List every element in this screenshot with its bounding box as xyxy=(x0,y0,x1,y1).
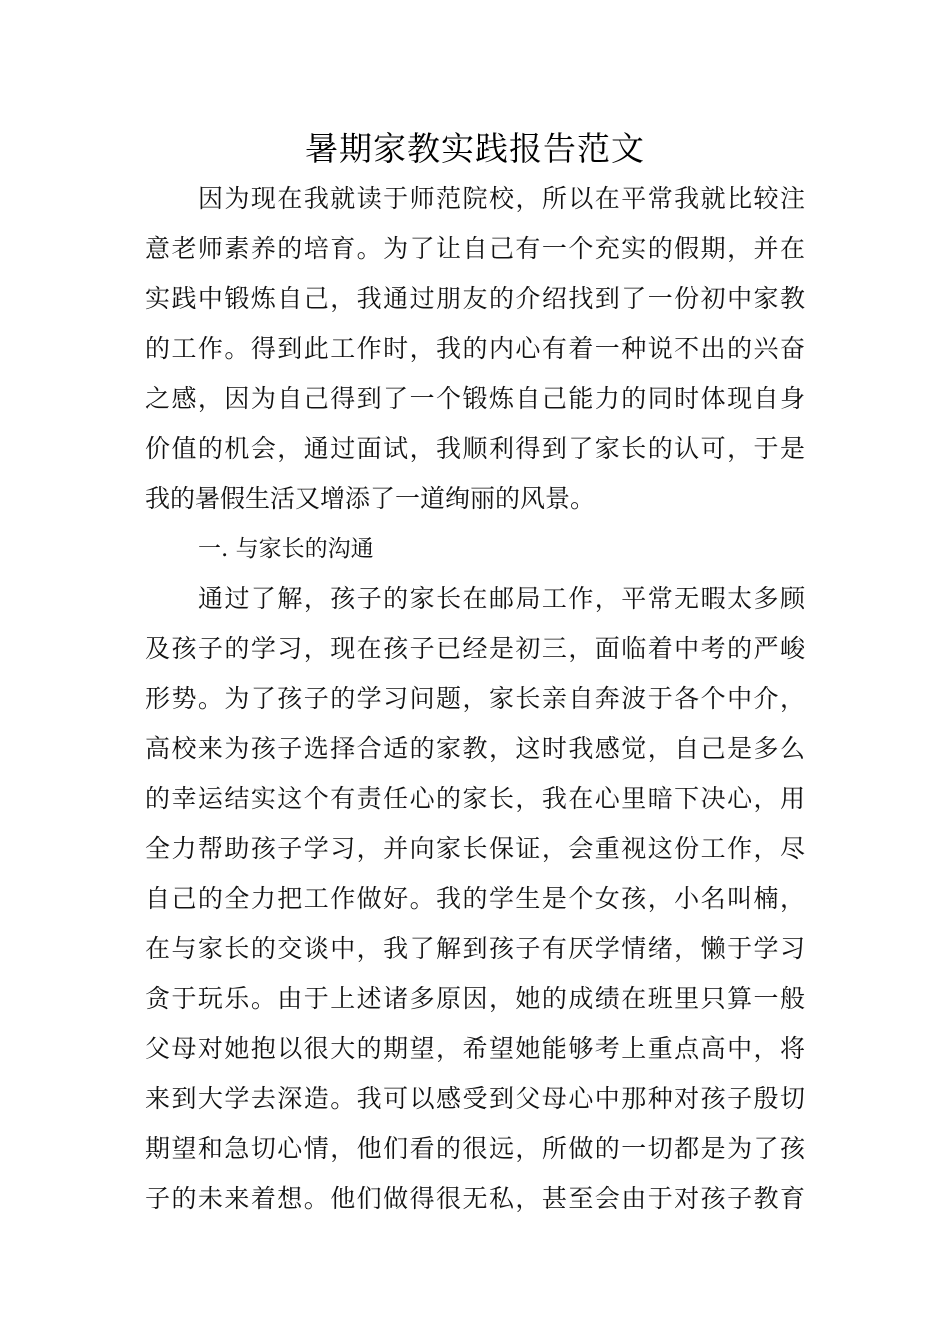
paragraph-2-line-3: 形势。为了孩子的学习问题，家长亲自奔波于各个中介， xyxy=(145,684,805,713)
paragraph-2-line-4: 高校来为孩子选择合适的家教，这时我感觉，自己是多么 xyxy=(145,734,805,763)
paragraph-1-line-1: 因为现在我就读于师范院校，所以在平常我就比较注 xyxy=(198,184,805,213)
paragraph-2-line-11: 来到大学去深造。我可以感受到父母心中那种对孩子殷切 xyxy=(145,1084,805,1113)
paragraph-2-line-6: 全力帮助孩子学习，并向家长保证，会重视这份工作，尽 xyxy=(145,834,805,863)
section-heading-parent-communication: 一. 与家长的沟通 xyxy=(198,536,374,562)
paragraph-2-line-2: 及孩子的学习，现在孩子已经是初三，面临着中考的严峻 xyxy=(145,634,805,663)
paragraph-1-line-6: 价值的机会，通过面试，我顺利得到了家长的认可，于是 xyxy=(145,434,805,463)
paragraph-2-line-5: 的幸运结实这个有责任心的家长，我在心里暗下决心，用 xyxy=(145,784,805,813)
paragraph-1-line-4: 的工作。得到此工作时，我的内心有着一种说不出的兴奋 xyxy=(145,334,805,363)
paragraph-2-line-10: 父母对她抱以很大的期望，希望她能够考上重点高中，将 xyxy=(145,1034,805,1063)
paragraph-1-line-2: 意老师素养的培育。为了让自己有一个充实的假期，并在 xyxy=(145,234,805,263)
paragraph-2-line-12: 期望和急切心情，他们看的很远，所做的一切都是为了孩 xyxy=(145,1134,805,1163)
paragraph-2-line-13: 子的未来着想。他们做得很无私，甚至会由于对孩子教育 xyxy=(145,1184,805,1213)
paragraph-1-line-7: 我的暑假生活又增添了一道绚丽的风景。 xyxy=(145,484,596,513)
paragraph-2-line-8: 在与家长的交谈中，我了解到孩子有厌学情绪，懒于学习 xyxy=(145,934,805,963)
paragraph-1-line-5: 之感，因为自己得到了一个锻炼自己能力的同时体现自身 xyxy=(145,384,805,413)
document-title: 暑期家教实践报告范文 xyxy=(305,129,645,168)
paragraph-2-line-9: 贪于玩乐。由于上述诸多原因，她的成绩在班里只算一般 xyxy=(145,984,805,1013)
paragraph-1-line-3: 实践中锻炼自己，我通过朋友的介绍找到了一份初中家教 xyxy=(145,284,805,313)
paragraph-2-line-1: 通过了解，孩子的家长在邮局工作，平常无暇太多顾 xyxy=(198,584,805,613)
paragraph-2-line-7: 自己的全力把工作做好。我的学生是个女孩，小名叫楠， xyxy=(145,884,805,913)
